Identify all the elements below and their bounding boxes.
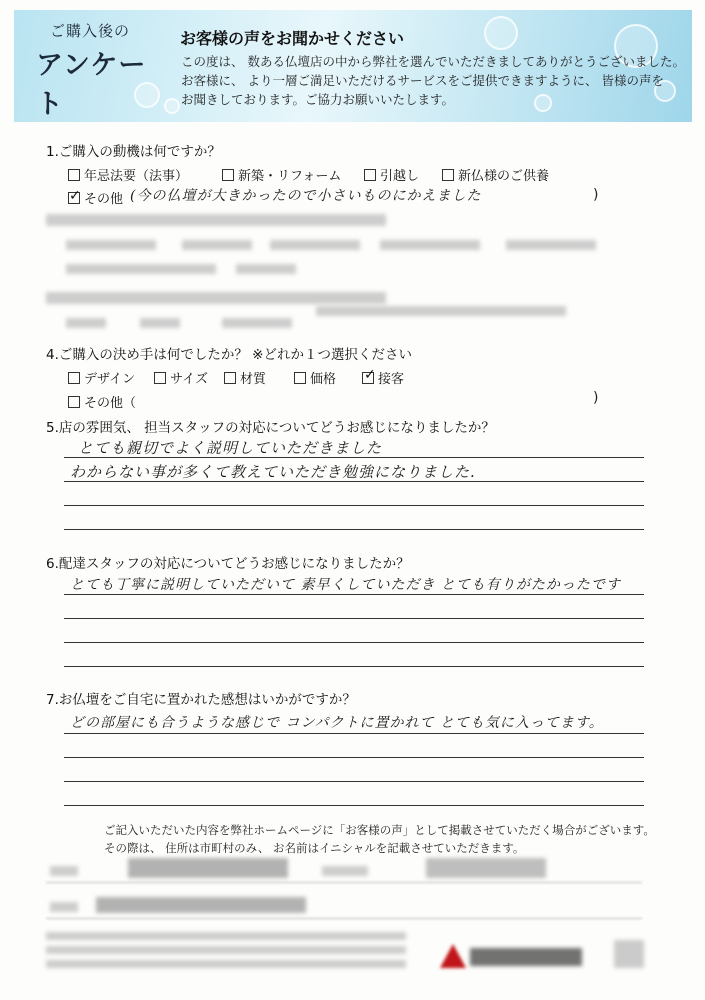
q4-option-material[interactable] <box>224 368 266 387</box>
answer-rule <box>64 529 644 530</box>
checkbox-icon[interactable] <box>364 169 376 181</box>
checkbox-icon[interactable] <box>442 169 454 181</box>
checkbox-icon[interactable] <box>294 372 306 384</box>
header-intro-line: この度は、 数ある仏壇店の中から弊社を選んでいただきましてありがとうございました。 <box>181 54 685 69</box>
checkbox-icon[interactable] <box>68 372 80 384</box>
footer-note: その際は、 住所は市町村のみ、 お名前はイニシャルを記載させていただきます。 <box>104 841 525 855</box>
badge-line1: ご購入後の <box>50 22 131 40</box>
blurred-q2-option <box>182 240 252 250</box>
q1-option-2[interactable] <box>222 165 341 184</box>
answer-rule <box>64 642 644 643</box>
q4-option-design[interactable] <box>68 368 135 387</box>
blurred-q3-option <box>66 318 106 328</box>
checkbox-icon[interactable] <box>222 169 234 181</box>
q4-option-other[interactable] <box>68 392 136 411</box>
q4-option-label: サイズ <box>170 372 208 387</box>
decor-bubble <box>164 98 180 114</box>
answer-rule <box>64 457 644 458</box>
q1-option-3[interactable] <box>364 165 419 184</box>
q1-option-label: 新仏様のご供養 <box>458 169 550 184</box>
checkbox-icon[interactable] <box>362 367 376 384</box>
q1-other-label: その他 <box>84 192 124 207</box>
q4-option-price[interactable] <box>294 368 336 387</box>
blurred-q2-option <box>236 264 296 274</box>
answer-rule <box>64 666 644 667</box>
q4-option-label: 価格 <box>310 372 337 387</box>
header-intro-line: お客様に、 より一層ご満足いただけるサービスをご提供できますように、 皆様の声を <box>181 73 664 88</box>
close-paren: ) <box>593 390 599 406</box>
blurred-company-logo <box>470 948 582 966</box>
checkbox-icon[interactable] <box>68 188 81 204</box>
answer-rule <box>64 505 644 506</box>
blurred-name-label <box>50 866 78 876</box>
logo-triangle-icon <box>440 944 466 968</box>
q4-question: 4.ご購入の決め手は何でしたか？ ※どれか１つ選択ください <box>46 347 412 363</box>
blurred-address-label <box>50 902 78 912</box>
q5-answer-line[interactable]: とても親切でよく説明していただきました <box>78 439 383 457</box>
blurred-q2-option <box>380 240 480 250</box>
blurred-badge <box>614 940 644 968</box>
q6-answer-line[interactable]: とても丁寧に説明していただいて 素早くしていただき とても有りがたかったです <box>70 577 621 593</box>
header-intro <box>181 52 685 109</box>
checkbox-icon[interactable] <box>68 396 80 408</box>
decor-bubble <box>484 16 518 50</box>
answer-rule <box>64 733 644 734</box>
blurred-q2-option <box>66 264 216 274</box>
q5-answer-line[interactable]: わからない事が多くて教えていただき勉強になりました. <box>70 463 476 481</box>
blurred-company-info <box>46 960 406 968</box>
blurred-q2-option <box>506 240 596 250</box>
blurred-q3-option <box>140 318 180 328</box>
badge-line2: アンケート <box>36 50 147 120</box>
blurred-q3-option <box>222 318 292 328</box>
answer-rule <box>64 481 644 482</box>
q1-option-4[interactable] <box>442 165 549 184</box>
q1-option-label: 引越し <box>380 169 420 184</box>
info-rule <box>46 918 642 919</box>
answer-rule <box>64 618 644 619</box>
close-paren: ) <box>593 187 599 203</box>
blurred-company-info <box>46 946 406 954</box>
header-title: お客様の声をお聞かせください <box>180 29 405 48</box>
blurred-q3-question <box>46 292 386 304</box>
checkbox-icon[interactable] <box>154 372 166 384</box>
q7-answer-line[interactable]: どの部屋にも合うような感じで コンパクトに置かれて とても気に入ってます。 <box>70 715 604 731</box>
blurred-address <box>96 897 306 913</box>
answer-rule <box>64 805 644 806</box>
q4-other-label: その他（ <box>84 396 137 411</box>
q4-option-label: 材質 <box>240 372 267 387</box>
q4-option-label: デザイン <box>84 372 136 387</box>
check-mark-icon: ✓ <box>364 367 376 383</box>
header-intro-line: お聞きしております。ご協力お願いいたします。 <box>181 92 455 107</box>
q1-option-1[interactable] <box>68 165 188 184</box>
q1-option-label: 年忌法要（法事） <box>84 169 189 184</box>
footer-note: ご記入いただいた内容を弊社ホームページに「お客様の声」として掲載させていただく場合がございます。 <box>104 823 655 837</box>
q5-question: 5.店の雰囲気、 担当スタッフの対応についてどうお感じになりましたか？ <box>46 420 495 436</box>
blurred-q3-answer <box>316 306 566 316</box>
blurred-q2-option <box>66 240 156 250</box>
q1-question: 1.ご購入の動機は何ですか？ <box>46 144 221 160</box>
answer-rule <box>64 781 644 782</box>
q1-option-other[interactable] <box>68 188 123 207</box>
survey-badge <box>36 20 158 120</box>
q7-question: 7.お仏壇をご自宅に置かれた感想はいかがですか？ <box>46 692 356 708</box>
blurred-q2-option <box>270 240 360 250</box>
blurred-date <box>426 858 546 878</box>
blurred-q2-question <box>46 214 386 226</box>
info-rule <box>46 882 642 883</box>
blurred-date-label <box>322 866 368 876</box>
blurred-name <box>128 858 288 878</box>
q6-question: 6.配達スタッフの対応についてどうお感じになりましたか？ <box>46 556 410 572</box>
q1-other-answer[interactable]: (今の仏壇が大きかったので小さいものにかえました <box>130 188 482 204</box>
checkbox-icon[interactable] <box>68 169 80 181</box>
checkbox-icon[interactable] <box>224 372 236 384</box>
blurred-company-info <box>46 932 406 940</box>
q1-option-label: 新築・リフォーム <box>238 169 342 184</box>
check-mark-icon: ✓ <box>69 188 81 204</box>
answer-rule <box>64 757 644 758</box>
q4-option-size[interactable] <box>154 368 208 387</box>
answer-rule <box>64 594 644 595</box>
q4-option-label: 接客 <box>378 372 405 387</box>
q4-option-service[interactable] <box>362 368 404 387</box>
